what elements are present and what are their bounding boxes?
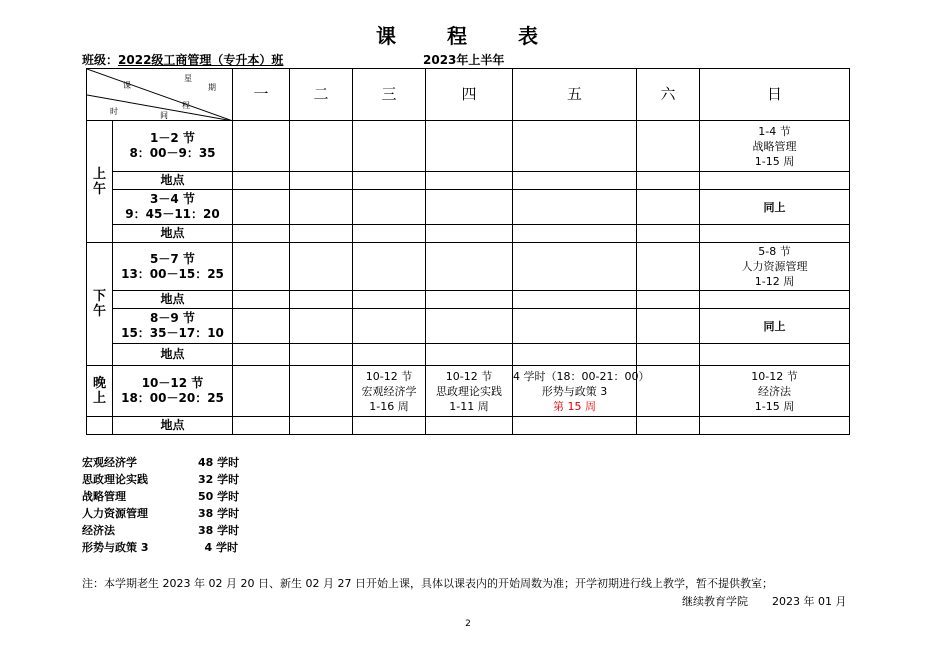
day-header-mon: 一 [233, 69, 290, 121]
day-header-fri: 五 [513, 69, 637, 121]
class-line [82, 51, 283, 68]
cell [513, 344, 637, 366]
cell [637, 344, 700, 366]
cell [233, 172, 290, 190]
corner-course-char: 课 [123, 81, 131, 90]
cell [426, 121, 513, 172]
cell [233, 366, 290, 417]
cell [513, 243, 637, 291]
cell [637, 417, 700, 435]
day-header-thu: 四 [426, 69, 513, 121]
cell [637, 309, 700, 344]
page-title: 课 程 表 [376, 24, 560, 48]
cell [637, 121, 700, 172]
corner-week-char-a: 星 [184, 74, 192, 83]
slot-label: 8－9 节 [150, 311, 195, 325]
cell [513, 291, 637, 309]
schedule-table [86, 68, 850, 435]
location-label: 地点 [113, 417, 233, 435]
cell [426, 344, 513, 366]
cell [290, 309, 353, 344]
cell [233, 344, 290, 366]
cell [290, 344, 353, 366]
signature-date: 2023 年 01 月 [772, 595, 847, 608]
cell [233, 243, 290, 291]
term-label: 2023年上半年 [423, 53, 505, 67]
cell [513, 417, 637, 435]
cell [700, 417, 850, 435]
cell [353, 225, 426, 243]
slot-time: 13：00－15：25 [121, 266, 224, 281]
cell [426, 190, 513, 225]
cell [637, 190, 700, 225]
slot-cell [113, 121, 233, 172]
signature-org: 继续教育学院 [682, 595, 748, 608]
cell [353, 309, 426, 344]
cell [233, 417, 290, 435]
cell [353, 190, 426, 225]
cell [426, 243, 513, 291]
page-number: 2 [465, 619, 471, 629]
cell [290, 417, 353, 435]
course-wed-evening: 10-12 节 宏观经济学 1-16 周 [353, 366, 426, 417]
cell [233, 291, 290, 309]
cell [290, 225, 353, 243]
slot-label: 5－7 节 [150, 251, 195, 266]
cell [290, 121, 353, 172]
cell [233, 121, 290, 172]
location-label: 地点 [113, 291, 233, 309]
cell [637, 225, 700, 243]
highlighted-weeks: 第 15 周 [553, 399, 596, 413]
cell [700, 344, 850, 366]
slot-time: 9：45－11：20 [125, 207, 220, 221]
slot-cell [113, 190, 233, 225]
cell [637, 172, 700, 190]
cell [290, 172, 353, 190]
location-label: 地点 [113, 225, 233, 243]
corner-time-char-b: 间 [160, 111, 168, 120]
same-as-above: 同上 [700, 190, 850, 225]
location-label: 地点 [113, 344, 233, 366]
cell [353, 344, 426, 366]
cell [513, 121, 637, 172]
corner-week-char-b: 期 [208, 83, 216, 92]
cell [700, 291, 850, 309]
cell [513, 225, 637, 243]
course-sun-morning: 1-4 节 战略管理 1-15 周 [700, 121, 850, 172]
cell [353, 291, 426, 309]
day-header-sat: 六 [637, 69, 700, 121]
signature [682, 593, 846, 609]
period-evening: 晚 上 [87, 366, 113, 417]
cell [87, 417, 113, 435]
cell [233, 190, 290, 225]
slot-cell [113, 366, 233, 417]
cell [353, 243, 426, 291]
cell [233, 309, 290, 344]
cell [637, 243, 700, 291]
cell [513, 309, 637, 344]
cell [426, 417, 513, 435]
corner-time-char-a: 时 [110, 107, 118, 116]
day-header-sun: 日 [700, 69, 850, 121]
cell [290, 291, 353, 309]
cell [426, 172, 513, 190]
cell [700, 225, 850, 243]
cell [353, 172, 426, 190]
day-header-wed: 三 [353, 69, 426, 121]
cell [637, 291, 700, 309]
cell [290, 366, 353, 417]
period-morning: 上 午 [87, 121, 113, 243]
course-fri-evening: 4 学时（18：00-21：00） 形势与政策 3 第 15 周 [513, 366, 637, 417]
class-label: 班级： [82, 53, 119, 67]
cell [290, 243, 353, 291]
slot-cell [113, 309, 233, 344]
slot-label: 1－2 节 [150, 131, 195, 145]
cell [426, 225, 513, 243]
slot-cell [113, 243, 233, 291]
cell [700, 172, 850, 190]
corner-cheng-char: 程 [182, 101, 190, 110]
day-header-tue: 二 [290, 69, 353, 121]
slot-label: 10－12 节 [141, 376, 204, 390]
course-sun-evening: 10-12 节 经济法 1-15 周 [700, 366, 850, 417]
cell [290, 190, 353, 225]
location-label: 地点 [113, 172, 233, 190]
period-afternoon: 下 午 [87, 243, 113, 366]
footnote: 注：本学期老生 2023 年 02 月 20 日、新生 02 月 27 日开始上课，具体以课表内的开始周数为准；开学初期进行线上教学，暂不提供教室； [82, 577, 773, 590]
cell [353, 121, 426, 172]
cell [426, 309, 513, 344]
slot-label: 3－4 节 [150, 192, 195, 206]
same-as-above: 同上 [700, 309, 850, 344]
cell [513, 172, 637, 190]
class-name: 2022级工商管理（专升本）班 [118, 53, 284, 67]
course-thu-evening: 10-12 节 思政理论实践 1-11 周 [426, 366, 513, 417]
slot-time: 8：00－9：35 [129, 146, 216, 160]
slot-time: 18：00－20：25 [121, 391, 224, 405]
cell [353, 417, 426, 435]
course-sun-afternoon: 5-8 节 人力资源管理 1-12 周 [700, 243, 850, 291]
cell [513, 190, 637, 225]
cell [426, 291, 513, 309]
corner-header [87, 69, 233, 121]
cell [233, 225, 290, 243]
slot-time: 15：35－17：10 [121, 326, 224, 340]
